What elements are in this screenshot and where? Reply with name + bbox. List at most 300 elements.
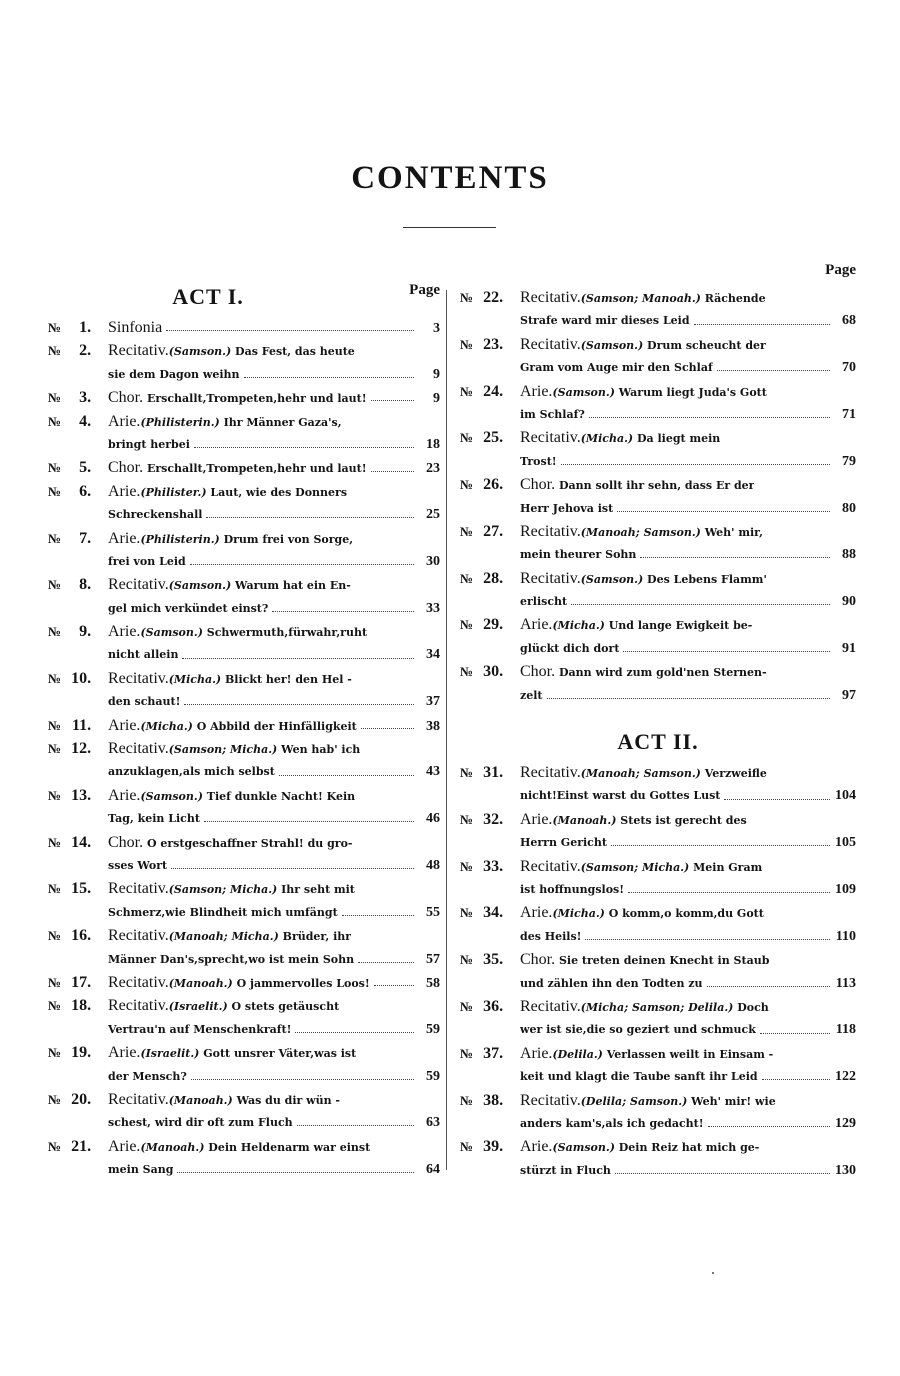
title-divider <box>403 227 496 228</box>
entry-line <box>520 855 856 878</box>
toc-entry <box>48 971 440 994</box>
dot-leader <box>561 464 830 465</box>
entry-line <box>520 948 856 971</box>
toc-entry <box>460 426 856 473</box>
page-number: 68 <box>842 313 856 329</box>
entry-description: Weh' mir! wie <box>691 1094 776 1108</box>
numero-sign: № <box>460 430 474 446</box>
page-number: 9 <box>433 366 440 382</box>
entry-number <box>460 855 518 879</box>
numero-sign: № <box>48 1138 62 1154</box>
page-number: 70 <box>842 360 856 376</box>
movement-type: Recitativ. <box>520 1091 581 1109</box>
dot-leader <box>640 557 830 558</box>
movement-type: Recitativ. <box>520 522 581 540</box>
dot-leader <box>623 651 830 652</box>
entry-description: gel mich verkündet einst? <box>108 601 269 615</box>
entry-description: Ihr seht mit <box>281 883 355 897</box>
dot-leader <box>707 986 830 987</box>
entry-line <box>520 925 856 948</box>
paper-speck <box>712 1272 714 1274</box>
character-names: (Micha.) <box>552 619 605 633</box>
entry-line <box>520 380 856 403</box>
entry-index: 31. <box>483 764 504 782</box>
entry-description: frei von Leid <box>108 554 186 568</box>
entry-number <box>460 901 518 925</box>
numero-sign: № <box>460 998 474 1014</box>
page-number: 118 <box>835 1022 856 1038</box>
entry-index: 16. <box>71 927 92 945</box>
numero-sign: № <box>48 881 62 897</box>
entry-number <box>48 620 106 644</box>
movement-type: Recitativ. <box>520 569 581 587</box>
entry-line <box>108 597 440 620</box>
entry-description: Gott unsrer Väter,was ist <box>203 1047 357 1061</box>
dot-leader <box>724 799 830 800</box>
entry-text <box>108 316 162 340</box>
entry-line <box>520 590 856 613</box>
movement-type: Recitativ. <box>520 335 581 353</box>
entry-list-act-1-cont <box>460 286 856 707</box>
page-number: 71 <box>842 406 856 422</box>
entry-description: Dann wird zum gold'nen Sternen- <box>558 666 767 680</box>
entry-description: Herrn Gericht <box>520 836 607 850</box>
movement-type: Arie. <box>108 623 141 641</box>
dot-leader <box>371 400 414 401</box>
entry-description: bringt herbei <box>108 437 190 451</box>
entry-description: Doch <box>737 1000 769 1014</box>
entry-description: Verzweifle <box>704 767 767 781</box>
entry-index: 26. <box>483 476 504 494</box>
entry-text <box>520 380 767 404</box>
entry-text <box>520 497 613 520</box>
toc-entry <box>460 901 856 948</box>
entry-text <box>520 426 720 450</box>
page-number: 90 <box>842 594 856 610</box>
entry-text <box>108 410 342 434</box>
entry-text <box>108 550 186 573</box>
entry-text <box>108 1041 356 1065</box>
entry-description: Brüder, ihr <box>282 930 352 944</box>
numero-sign: № <box>48 577 62 593</box>
entry-number <box>48 877 106 901</box>
entry-line <box>108 1158 440 1181</box>
movement-type: Chor. <box>108 459 144 477</box>
entry-description: Herr Jehova ist <box>520 501 614 515</box>
entry-description: Und lange Ewigkeit be- <box>608 619 753 633</box>
page-number: 109 <box>835 881 856 897</box>
numero-sign: № <box>460 1139 474 1155</box>
entry-description: Stets ist gerecht des <box>620 813 747 827</box>
entry-text <box>108 714 357 738</box>
dot-leader <box>244 377 414 378</box>
entry-description: keit und klagt die Taube sanft ihr Leid <box>520 1070 758 1084</box>
entry-index: 27. <box>483 522 504 540</box>
movement-type: Recitativ. <box>520 764 581 782</box>
entry-text <box>520 855 762 879</box>
numero-sign: № <box>48 717 62 733</box>
page-number: 37 <box>426 694 440 710</box>
entry-line <box>520 1018 856 1041</box>
numero-sign: № <box>48 343 62 359</box>
entry-line <box>520 613 856 636</box>
entry-text <box>108 994 339 1018</box>
entry-text <box>108 854 167 877</box>
entry-line <box>108 410 440 433</box>
entry-description: O Abbild der Hinfälligkeit <box>196 719 357 733</box>
page-number: 104 <box>835 788 856 804</box>
entry-number <box>48 339 106 363</box>
entry-line <box>520 520 856 543</box>
dot-leader <box>615 1173 830 1174</box>
act-gap <box>460 707 856 727</box>
entry-line <box>108 877 440 900</box>
entry-number <box>460 948 518 972</box>
entry-line <box>520 784 856 807</box>
numero-sign: № <box>48 1091 62 1107</box>
entry-text <box>108 573 351 597</box>
toc-entry <box>460 855 856 902</box>
toc-entry <box>48 1041 440 1088</box>
page-number: 91 <box>842 640 856 656</box>
numero-sign: № <box>48 974 62 990</box>
entry-line <box>520 1112 856 1135</box>
toc-entry <box>48 1135 440 1182</box>
entry-text <box>520 450 557 473</box>
entry-description: Blickt her! den Hel - <box>224 672 352 686</box>
character-names: (Philister.) <box>140 485 207 499</box>
entry-line <box>108 363 440 386</box>
entry-text <box>108 737 360 761</box>
movement-type: Sinfonia <box>108 319 163 336</box>
entry-text <box>108 1065 187 1088</box>
entry-number <box>48 1088 106 1112</box>
toc-entry <box>48 831 440 878</box>
toc-entry <box>48 410 440 457</box>
entry-description: Dann sollt ihr sehn, dass Er der <box>558 479 755 493</box>
entry-text <box>520 1135 759 1159</box>
entry-text <box>108 831 353 855</box>
act-title: ACT II. <box>617 729 699 755</box>
entry-line <box>520 473 856 496</box>
dot-leader <box>194 447 414 448</box>
entry-index: 6. <box>79 482 92 500</box>
entry-text <box>108 784 355 808</box>
page-number: 59 <box>426 1021 440 1037</box>
character-names: (Samson.) <box>140 626 203 640</box>
numero-sign: № <box>460 477 474 493</box>
toc-entry <box>48 1088 440 1135</box>
entry-number <box>48 410 106 434</box>
movement-type: Recitativ. <box>108 880 169 898</box>
entry-description: Schwermuth,fürwahr,ruht <box>206 626 368 640</box>
entry-line <box>108 807 440 830</box>
movement-type: Arie. <box>108 786 141 804</box>
toc-entry <box>48 316 440 339</box>
character-names: (Manoah.) <box>552 813 617 827</box>
entry-description: O jammervolles Loos! <box>236 976 370 990</box>
numero-sign: № <box>460 952 474 968</box>
entry-number <box>460 333 518 357</box>
dot-leader <box>585 939 830 940</box>
entry-description: Tief dunkle Nacht! Kein <box>206 789 356 803</box>
entry-index: 18. <box>71 997 92 1015</box>
movement-type: Recitativ. <box>520 429 581 447</box>
page-number: 9 <box>433 391 440 407</box>
entry-text <box>520 901 764 925</box>
entry-description: Laut, wie des Donners <box>210 485 348 499</box>
entry-index: 9. <box>79 623 92 641</box>
page-number: 33 <box>426 600 440 616</box>
toc-entry <box>460 567 856 614</box>
entry-text <box>108 1135 370 1159</box>
entry-line <box>520 426 856 449</box>
entry-line <box>108 784 440 807</box>
entry-description: Erschallt,Trompeten,hehr und laut! <box>146 462 367 476</box>
movement-type: Arie. <box>108 1137 141 1155</box>
dot-leader <box>184 704 414 705</box>
entry-index: 28. <box>483 569 504 587</box>
character-names: (Philisterin.) <box>140 415 220 429</box>
entry-line <box>108 1065 440 1088</box>
entry-line <box>108 316 440 339</box>
page-number: 30 <box>426 553 440 569</box>
dot-leader <box>190 564 414 565</box>
entry-text <box>520 878 624 901</box>
entry-description: den schaut! <box>108 695 181 709</box>
entry-number <box>460 808 518 832</box>
entry-description: Strafe ward mir dieses Leid <box>520 314 690 328</box>
entry-line <box>520 995 856 1018</box>
entry-text <box>108 667 352 691</box>
entry-text <box>108 433 190 456</box>
page-number: 18 <box>426 436 440 452</box>
page-number: 58 <box>426 975 440 991</box>
entry-line <box>108 456 440 479</box>
entry-description: Dein Heldenarm war einst <box>208 1140 371 1154</box>
entry-description: Trost! <box>520 454 557 468</box>
entry-text <box>108 1018 291 1041</box>
character-names: (Samson.) <box>552 385 615 399</box>
numero-sign: № <box>48 390 62 406</box>
entry-number <box>460 473 518 497</box>
entry-text <box>108 924 351 948</box>
page-number: 122 <box>835 1069 856 1085</box>
numero-sign: № <box>48 483 62 499</box>
movement-type: Recitativ. <box>108 342 169 360</box>
entry-line <box>108 503 440 526</box>
page-number: 79 <box>842 453 856 469</box>
character-names: (Micha.) <box>552 907 605 921</box>
entry-description: im Schlaf? <box>520 407 585 421</box>
character-names: (Samson.) <box>140 789 203 803</box>
entry-text <box>108 877 355 901</box>
entry-index: 32. <box>483 810 504 828</box>
entry-text <box>520 309 690 332</box>
toc-entry <box>48 480 440 527</box>
entry-text <box>520 1065 758 1088</box>
dot-leader <box>717 370 830 371</box>
page-number: 23 <box>426 461 440 477</box>
entry-description: O komm,o komm,du Gott <box>608 907 764 921</box>
entry-text <box>520 356 713 379</box>
entry-number <box>460 567 518 591</box>
entry-text <box>108 527 353 551</box>
character-names: (Delila; Samson.) <box>580 1094 688 1108</box>
entry-index: 17. <box>71 973 92 991</box>
entry-line <box>520 333 856 356</box>
entry-line <box>520 1159 856 1182</box>
entry-text <box>108 620 367 644</box>
character-names: (Manoah; Samson.) <box>580 525 701 539</box>
entry-description: nicht allein <box>108 648 179 662</box>
entry-number <box>48 456 106 480</box>
entry-line <box>108 1018 440 1041</box>
entry-index: 10. <box>71 669 92 687</box>
act-title: ACT I. <box>172 284 244 309</box>
toc-entry <box>460 380 856 427</box>
entry-number <box>460 995 518 1019</box>
entry-text <box>108 971 370 995</box>
entry-text <box>108 643 178 666</box>
numero-sign: № <box>460 765 474 781</box>
entry-index: 38. <box>483 1091 504 1109</box>
page-number: 55 <box>426 904 440 920</box>
entry-index: 11. <box>71 716 92 734</box>
entry-index: 39. <box>483 1138 504 1156</box>
dot-leader <box>358 962 414 963</box>
entry-index: 35. <box>483 951 504 969</box>
movement-type: Arie. <box>108 1044 141 1062</box>
page-number: 110 <box>835 928 856 944</box>
entry-index: 3. <box>79 389 92 407</box>
toc-entry <box>48 573 440 620</box>
entry-text <box>520 613 752 637</box>
movement-type: Chor. <box>108 389 144 407</box>
dot-leader <box>762 1079 830 1080</box>
entry-text <box>520 567 767 591</box>
numero-sign: № <box>48 413 62 429</box>
dot-leader <box>374 985 414 986</box>
toc-entry <box>460 1042 856 1089</box>
entry-number <box>48 480 106 504</box>
entry-text <box>520 831 607 854</box>
movement-type: Arie. <box>520 1044 553 1062</box>
entry-description: Wen hab' ich <box>281 743 361 757</box>
toc-entry <box>460 286 856 333</box>
dot-leader <box>694 324 830 325</box>
entry-description: Schreckenshall <box>108 508 203 522</box>
entry-number <box>460 761 518 785</box>
entry-description: Da liegt mein <box>636 432 721 446</box>
entry-line <box>108 386 440 409</box>
entry-number <box>460 613 518 637</box>
character-names: (Micha.) <box>140 719 193 733</box>
character-names: (Micha; Samson; Delila.) <box>580 1000 734 1014</box>
dot-leader <box>166 330 414 331</box>
entry-number <box>48 1041 106 1065</box>
entry-line <box>520 972 856 995</box>
entry-index: 34. <box>483 904 504 922</box>
entry-line <box>520 403 856 426</box>
contents-column-left <box>48 282 440 1181</box>
entry-list-act-2 <box>460 761 856 1182</box>
entry-line <box>108 550 440 573</box>
character-names: (Samson.) <box>168 345 232 359</box>
entry-description: nicht!Einst warst du Gottes Lust <box>520 789 721 803</box>
toc-entry <box>460 948 856 995</box>
toc-entry <box>48 667 440 714</box>
entry-index: 4. <box>79 412 92 430</box>
numero-sign: № <box>48 741 62 757</box>
entry-line <box>520 901 856 924</box>
entry-description: Warum hat ein En- <box>235 579 351 593</box>
character-names: (Delila.) <box>552 1047 603 1061</box>
entry-description: Drum frei von Sorge, <box>223 532 354 546</box>
entry-description: ist hoffnungslos! <box>520 882 625 896</box>
dot-leader <box>191 1079 414 1080</box>
numero-sign: № <box>48 624 62 640</box>
entry-line <box>520 1042 856 1065</box>
entry-line <box>108 667 440 690</box>
entry-text <box>520 995 769 1019</box>
movement-type: Arie. <box>520 382 553 400</box>
movement-type: Recitativ. <box>108 973 169 991</box>
numero-sign: № <box>460 570 474 586</box>
entry-text <box>108 1158 173 1181</box>
entry-text <box>520 1042 773 1066</box>
entry-number <box>48 667 106 691</box>
movement-type: Chor. <box>520 951 556 969</box>
toc-entry <box>48 877 440 924</box>
entry-description: wer ist sie,die so geziert und schmuck <box>520 1023 756 1037</box>
entry-description: sie dem Dagon weihn <box>108 367 240 381</box>
dot-leader <box>361 728 414 729</box>
page-number: 25 <box>426 507 440 523</box>
entry-number <box>48 971 106 995</box>
entry-number <box>460 1135 518 1159</box>
toc-entry <box>48 620 440 667</box>
entry-description: des Heils! <box>520 929 582 943</box>
entry-number <box>48 527 106 551</box>
page-number: 105 <box>835 835 856 851</box>
entry-description: zelt <box>520 688 543 702</box>
entry-text <box>520 333 766 357</box>
entry-index: 2. <box>79 342 92 360</box>
page-number: 97 <box>842 687 856 703</box>
numero-sign: № <box>48 530 62 546</box>
act-header <box>48 282 440 316</box>
entry-line <box>520 309 856 332</box>
entry-index: 19. <box>71 1044 92 1062</box>
toc-entry <box>48 994 440 1041</box>
page-number: 59 <box>426 1068 440 1084</box>
entry-index: 12. <box>71 740 92 758</box>
entry-line <box>108 480 440 503</box>
entry-number <box>48 737 106 761</box>
dot-leader <box>177 1172 414 1173</box>
entry-text <box>520 1159 611 1182</box>
page-number: 38 <box>426 718 440 734</box>
numero-sign: № <box>48 998 62 1014</box>
dot-leader <box>547 698 830 699</box>
page-number: 43 <box>426 764 440 780</box>
page-number: 130 <box>835 1162 856 1178</box>
page-number: 80 <box>842 500 856 516</box>
entry-description: erlischt <box>520 595 568 609</box>
dot-leader <box>206 517 414 518</box>
numero-sign: № <box>48 460 62 476</box>
